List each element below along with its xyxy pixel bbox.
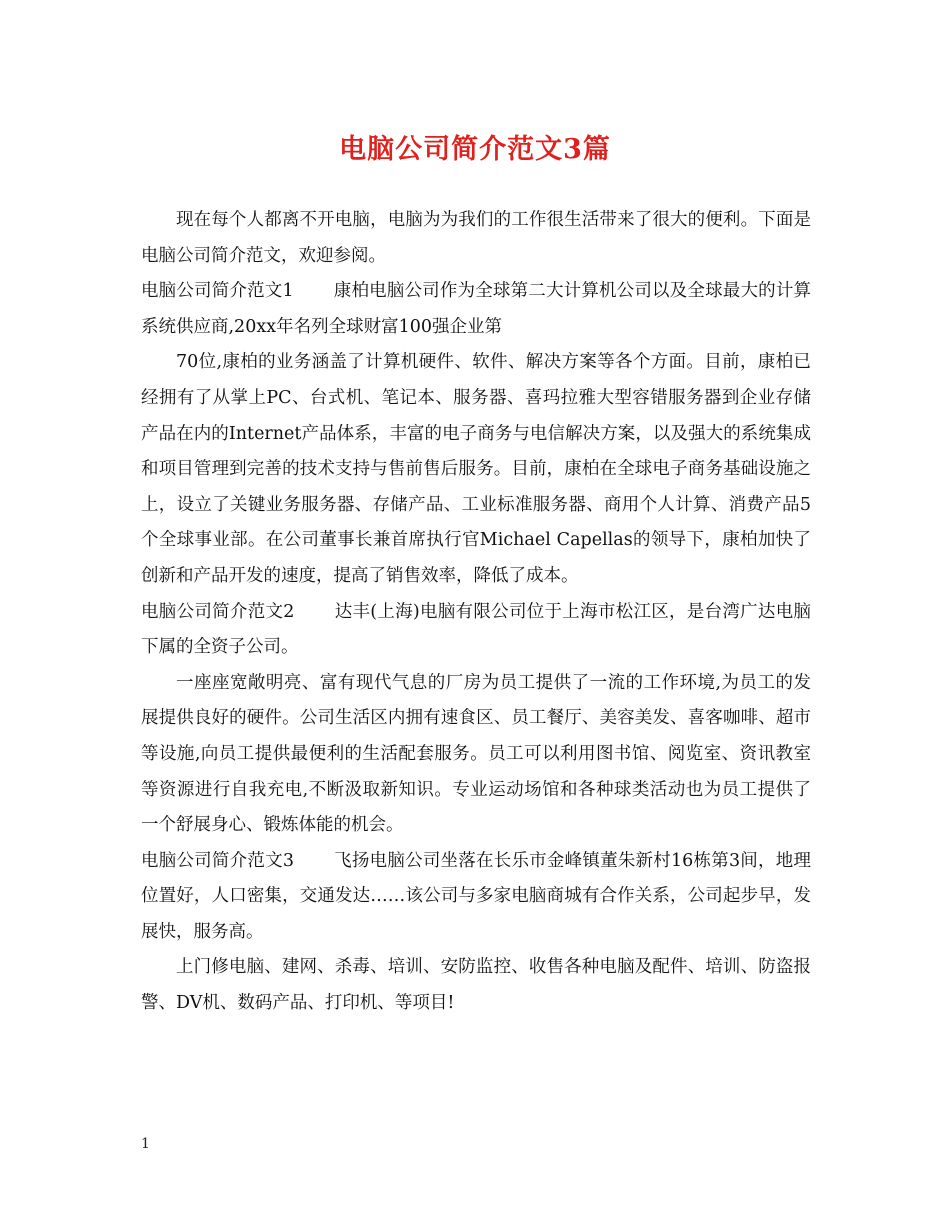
section-1-heading: 电脑公司简介范文1	[141, 281, 294, 302]
section-2-heading: 电脑公司简介范文2	[141, 601, 295, 622]
section-2-lead: 达丰(上海)电脑有限公司位于上海市松江区，是台湾广达电脑下属的全资子公司。	[141, 601, 811, 658]
section-3-lead: 飞扬电脑公司坐落在长乐市金峰镇董朱新村16栋第3间，地理位置好，人口密集，交通发达……该公司与多家电脑商城有合作关系，公司起步早，发展快，服务高。	[141, 850, 811, 942]
document-title: 电脑公司简介范文3篇	[339, 134, 611, 165]
document-body	[141, 203, 811, 1022]
intro-paragraph: 现在每个人都离不开电脑，电脑为为我们的工作很生活带来了很大的便利。下面是电脑公司简介范文，欢迎参阅。	[141, 210, 811, 266]
page-number: 1	[141, 1136, 150, 1152]
section-1-body: 70位,康柏的业务涵盖了计算机硬件、软件、解决方案等各个方面。目前，康柏已经拥有了从掌上PC、台式机、笔记本、服务器、喜玛拉雅大型容错服务器到企业存储产品在内的Internet产品体系，丰富的电子商务与电信解决方案，以及强大的系统集成和项目管理到完善的技术支持与售前售后服务。目前，康柏在全球电子商务基础设施之上，设立了关键业务服务器、存储产品、工业标准服务器、商用个人计算、消费产品5个全球事业部。在公司董事长兼首席执行官Michael Capellas的领导下，康柏加快了创新和产品开发的速度，提高了销售效率，降低了成本。	[141, 352, 811, 586]
section-1-lead-paragraph	[141, 274, 811, 345]
section-2-lead-paragraph	[141, 595, 811, 666]
section-1-lead: 康柏电脑公司作为全球第二大计算机公司以及全球最大的计算系统供应商,20xx年名列全球财富100强企业第	[141, 281, 811, 337]
section-2-body: 一座座宽敞明亮、富有现代气息的厂房为员工提供了一流的工作环境,为员工的发展提供良好的硬件。公司生活区内拥有速食区、员工餐厅、美容美发、喜客咖啡、超市等设施,向员工提供最便利的生活配套服务。员工可以利用图书馆、阅览室、资讯教室等资源进行自我充电,不断汲取新知识。专业运动场馆和各种球类活动也为员工提供了一个舒展身心、锻炼体能的机会。	[141, 672, 811, 836]
section-3-heading: 电脑公司简介范文3	[141, 850, 294, 871]
section-3-lead-paragraph	[141, 844, 811, 951]
section-3-body: 上门修电脑、建网、杀毒、培训、安防监控、收售各种电脑及配件、培训、防盗报警、DV机、数码产品、打印机、等项目!	[141, 957, 811, 1014]
